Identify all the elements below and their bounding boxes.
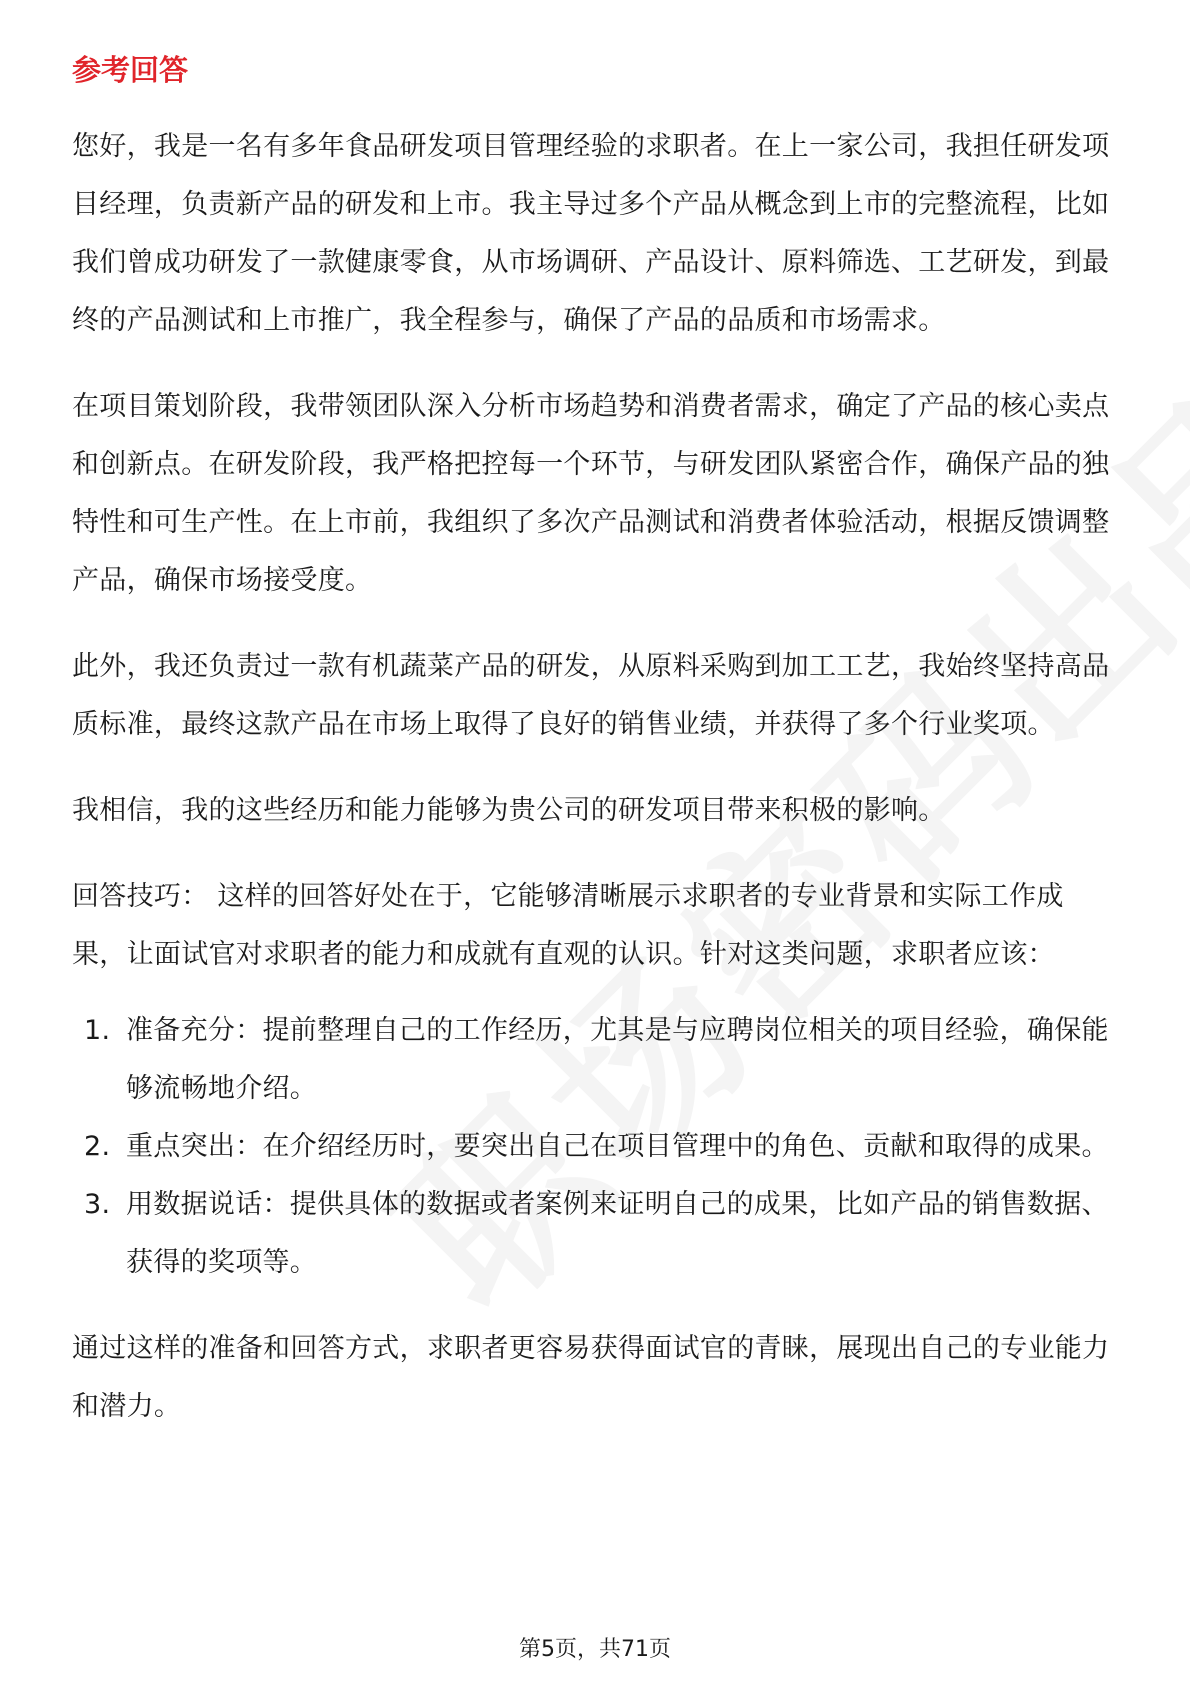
- paragraph-intro: 您好，我是一名有多年食品研发项目管理经验的求职者。在上一家公司，我担任研发项目经理，负责新产品的研发和上市。我主导过多个产品从概念到上市的完整流程，比如我们曾成功研发了一款健康零食，从市场调研、产品设计、原料筛选、工艺研发，到最终的产品测试和上市推广，我全程参与，确保了产品的品质和市场需求。: [72, 131, 1110, 336]
- list-number: 1.: [84, 1015, 111, 1046]
- list-item: [72, 1118, 1118, 1176]
- list-text: 重点突出：在介绍经历时，要突出自己在项目管理中的角色、贡献和取得的成果。: [126, 1131, 1109, 1162]
- paragraph-answer-tips: 回答技巧： 这样的回答好处在于，它能够清晰展示求职者的专业背景和实际工作成果，让面试官对求职者的能力和成就有直观的认识。针对这类问题，求职者应该：: [72, 881, 1064, 970]
- paragraph-conclusion: 我相信，我的这些经历和能力能够为贵公司的研发项目带来积极的影响。: [72, 795, 946, 826]
- tips-list: [72, 1002, 1118, 1292]
- list-item: [72, 1002, 1118, 1118]
- paragraph-closing: 通过这样的准备和回答方式，求职者更容易获得面试官的青睐，展现出自己的专业能力和潜力。: [72, 1333, 1110, 1422]
- list-number: 3.: [84, 1189, 111, 1220]
- section-heading: 参考回答: [72, 53, 189, 87]
- list-item: [72, 1176, 1118, 1292]
- list-number: 2.: [84, 1131, 111, 1162]
- document-page: [72, 40, 1118, 1464]
- paragraph-planning: 在项目策划阶段，我带领团队深入分析市场趋势和消费者需求，确定了产品的核心卖点和创新点。在研发阶段，我严格把控每一个环节，与研发团队紧密合作，确保产品的独特性和可生产性。在上市前，我组织了多次产品测试和消费者体验活动，根据反馈调整产品，确保市场接受度。: [72, 391, 1110, 596]
- list-text: 用数据说话：提供具体的数据或者案例来证明自己的成果，比如产品的销售数据、获得的奖项等。: [126, 1189, 1109, 1278]
- page-footer: 第5页，共71页: [519, 1637, 671, 1662]
- list-text: 准备充分：提前整理自己的工作经历，尤其是与应聘岗位相关的项目经验，确保能够流畅地介绍。: [126, 1015, 1109, 1104]
- paragraph-organic-product: 此外，我还负责过一款有机蔬菜产品的研发，从原料采购到加工工艺，我始终坚持高品质标准，最终这款产品在市场上取得了良好的销售业绩，并获得了多个行业奖项。: [72, 651, 1110, 740]
